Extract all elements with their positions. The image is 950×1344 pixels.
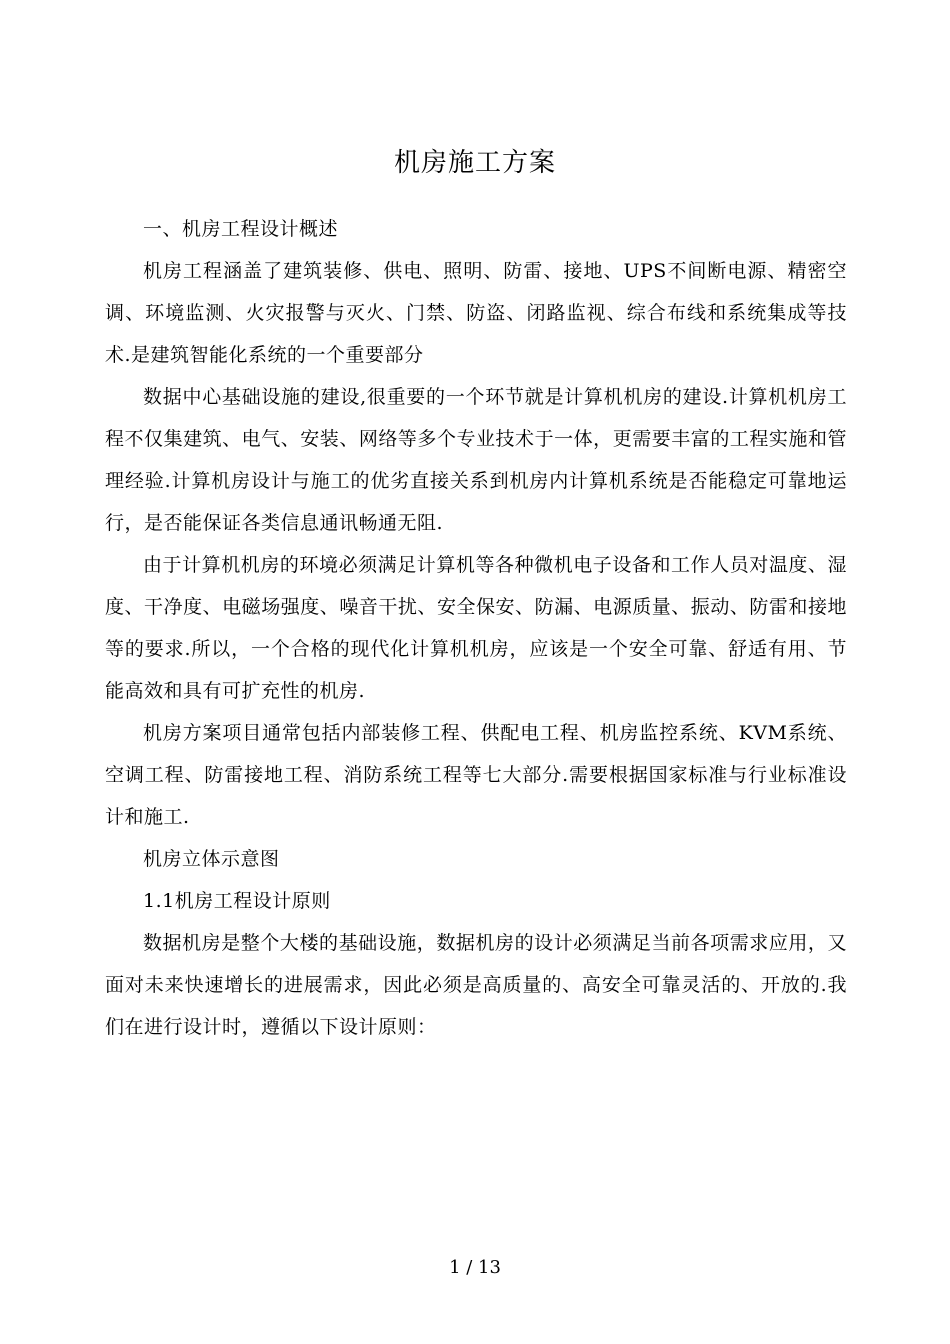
paragraph: 由于计算机机房的环境必须满足计算机等各种微机电子设备和工作人员对温度、湿度、干净度、电磁场强度、噪音干扰、安全保安、防漏、电源质量、振动、防雷和接地等的要求.所以，一个合格的现代化计算机机房，应该是一个安全可靠、舒适有用、节能高效和具有可扩充性的机房. bbox=[105, 554, 847, 702]
paragraph: 数据机房是整个大楼的基础设施，数据机房的设计必须满足当前各项需求应用，又面对未来快速增长的进展需求，因此必须是高质量的、高安全可靠灵活的、开放的.我们在进行设计时，遵循以下设计原则： bbox=[105, 932, 847, 1038]
paragraph: 机房工程涵盖了建筑装修、供电、照明、防雷、接地、UPS不间断电源、精密空调、环境监测、火灾报警与灭火、门禁、防盗、闭路监视、综合布线和系统集成等技术.是建筑智能化系统的一个重要部分 bbox=[105, 260, 847, 366]
figure-caption: 机房立体示意图 bbox=[143, 848, 280, 870]
document-title: 机房施工方案 bbox=[393, 148, 556, 178]
section-heading: 一、机房工程设计概述 bbox=[143, 218, 339, 240]
paragraph: 数据中心基础设施的建设,很重要的一个环节就是计算机机房的建设.计算机机房工程不仅集建筑、电气、安装、网络等多个专业技术于一体，更需要丰富的工程实施和管理经验.计算机房设计与施工的优劣直接关系到机房内计算机系统是否能稳定可靠地运行，是否能保证各类信息通讯畅通无阻. bbox=[105, 386, 847, 534]
document-body bbox=[105, 208, 847, 1048]
paragraph: 机房方案项目通常包括内部装修工程、供配电工程、机房监控系统、KVM系统、空调工程、防雷接地工程、消防系统工程等七大部分.需要根据国家标准与行业标准设计和施工. bbox=[105, 722, 847, 828]
subsection-heading: 1.1机房工程设计原则 bbox=[143, 890, 331, 912]
page-number: 1 / 13 bbox=[449, 1257, 501, 1278]
